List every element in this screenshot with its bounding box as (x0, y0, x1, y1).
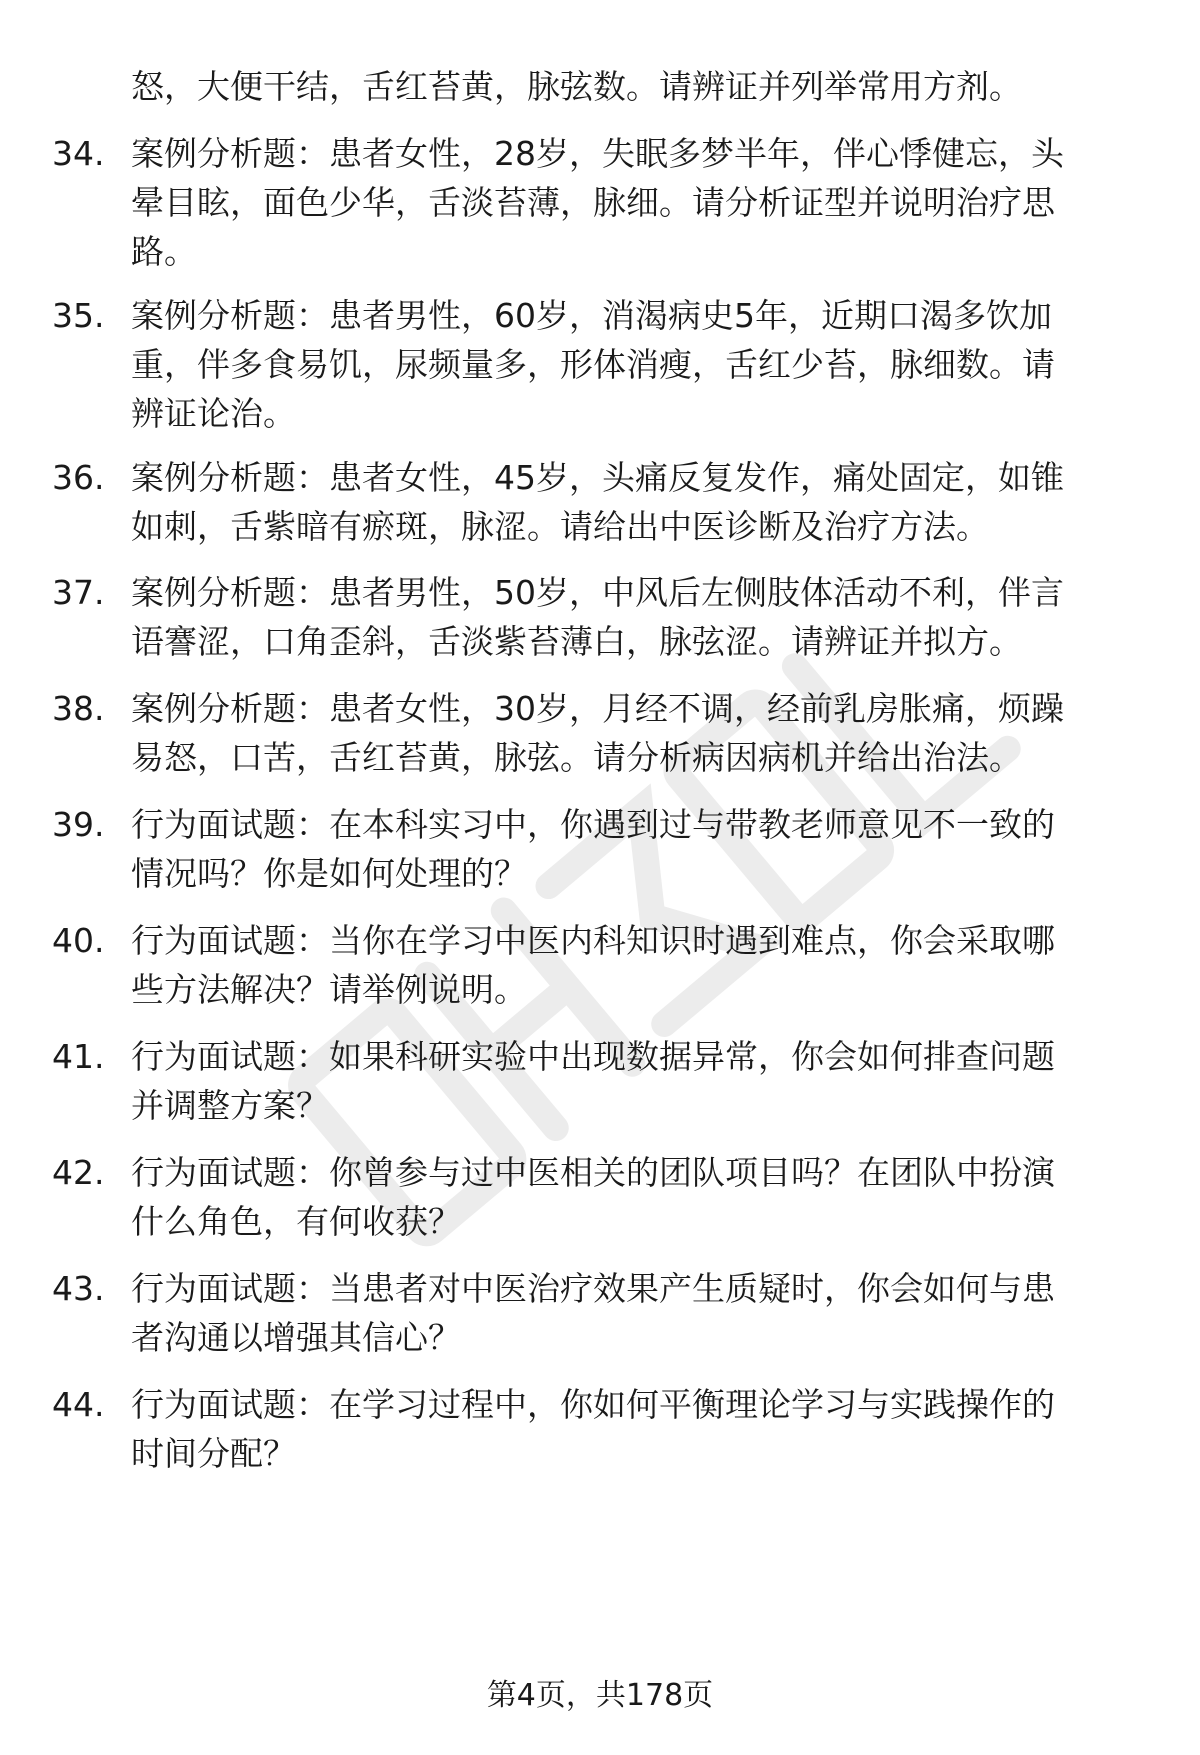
question-line: 晕目眩，面色少华，舌淡苔薄，脉细。请分析证型并说明治疗思 (131, 183, 1055, 222)
question-number: 43. (52, 1269, 105, 1308)
question-line: 行为面试题：在学习过程中，你如何平衡理论学习与实践操作的 (131, 1385, 1055, 1424)
question-line: 些方法解决？请举例说明。 (131, 970, 527, 1009)
page-footer: 第4页，共178页 (486, 1678, 714, 1713)
question-line: 案例分析题：患者女性，28岁，失眠多梦半年，伴心悸健忘，头 (131, 134, 1064, 173)
question-text (131, 129, 1141, 276)
question-line: 者沟通以增强其信心？ (131, 1318, 461, 1357)
question-number: 44. (52, 1385, 105, 1424)
question-number: 36. (52, 458, 105, 497)
question-line: 行为面试题：在本科实习中，你遇到过与带教老师意见不一致的 (131, 805, 1055, 844)
question-line: 案例分析题：患者女性，30岁，月经不调，经前乳房胀痛，烦躁 (131, 689, 1064, 728)
question-number: 34. (52, 134, 105, 173)
question-line: 行为面试题：当患者对中医治疗效果产生质疑时，你会如何与患 (131, 1269, 1055, 1308)
question-text (131, 800, 1141, 898)
continuation-text: 怒，大便干结，舌红苔黄，脉弦数。请辨证并列举常用方剂。 (131, 67, 1022, 106)
question-line: 案例分析题：患者女性，45岁，头痛反复发作，痛处固定，如锥 (131, 458, 1064, 497)
question-text (131, 1264, 1141, 1362)
question-text (131, 453, 1141, 551)
question-text (131, 684, 1141, 782)
question-line: 路。 (131, 232, 197, 271)
question-text (131, 568, 1141, 666)
question-text (131, 1148, 1141, 1246)
question-text (131, 1032, 1141, 1130)
question-line: 时间分配？ (131, 1434, 296, 1473)
question-text (131, 1380, 1141, 1478)
question-line: 案例分析题：患者男性，50岁，中风后左侧肢体活动不利，伴言 (131, 573, 1064, 612)
question-line: 并调整方案？ (131, 1086, 329, 1125)
question-number: 38. (52, 689, 105, 728)
question-text (131, 916, 1141, 1014)
question-line: 重，伴多食易饥，尿频量多，形体消瘦，舌红少苔，脉细数。请 (131, 345, 1055, 384)
question-line: 辨证论治。 (131, 394, 296, 433)
question-line: 语謇涩，口角歪斜，舌淡紫苔薄白，脉弦涩。请辨证并拟方。 (131, 622, 1022, 661)
question-number: 42. (52, 1153, 105, 1192)
question-number: 41. (52, 1037, 105, 1076)
question-line: 行为面试题：你曾参与过中医相关的团队项目吗？在团队中扮演 (131, 1153, 1055, 1192)
question-line: 案例分析题：患者男性，60岁，消渴病史5年，近期口渴多饮加 (131, 296, 1052, 335)
question-number: 39. (52, 805, 105, 844)
question-text (131, 291, 1141, 438)
question-line: 什么角色，有何收获？ (131, 1202, 461, 1241)
question-number: 37. (52, 573, 105, 612)
question-number: 40. (52, 921, 105, 960)
question-line: 行为面试题：如果科研实验中出现数据异常，你会如何排查问题 (131, 1037, 1055, 1076)
question-line: 情况吗？你是如何处理的？ (131, 854, 527, 893)
question-number: 35. (52, 296, 105, 335)
question-line: 易怒，口苦，舌红苔黄，脉弦。请分析病因病机并给出治法。 (131, 738, 1022, 777)
question-line: 行为面试题：当你在学习中医内科知识时遇到难点，你会采取哪 (131, 921, 1055, 960)
question-line: 如刺，舌紫暗有瘀斑，脉涩。请给出中医诊断及治疗方法。 (131, 507, 989, 546)
